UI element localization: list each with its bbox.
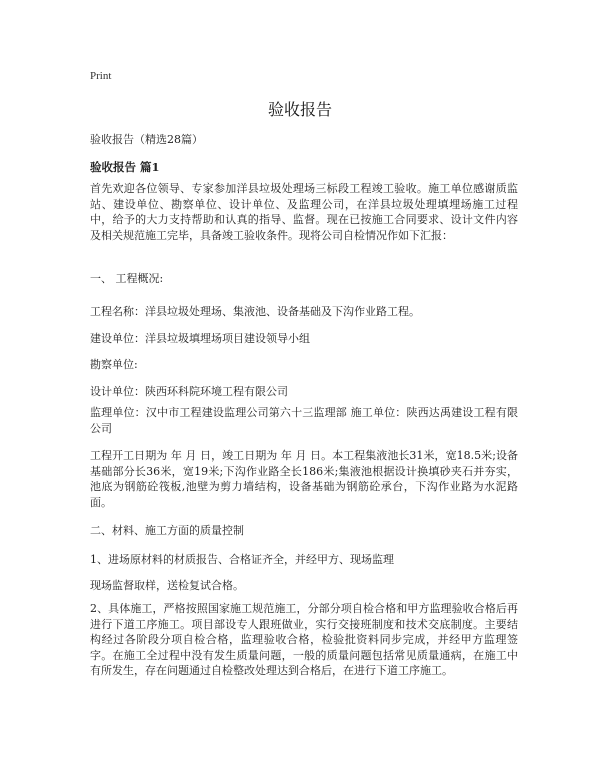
project-name: 工程名称：洋县垃圾处理场、集液池、设备基础及下沟作业路工程。	[90, 305, 420, 318]
item-two-paragraph: 2、具体施工，严格按照国家施工规范施工，分部分项自检合格和甲方监理验收合格后再进行下道工序施工。项目部设专人跟班做业，实行交接班制度和技术交底制度。主要结构经过各阶段分项自检合格，监理验收合格，检验批资料同步完成，并经甲方监理签字。在施工全过程中没有发生质量问题，一般的质量问题包括常见质量通病，在施工中有所发生，存在问题通过自检整改处理达到合格后，在进行下道工序施工。	[90, 602, 518, 677]
heading-project-overview: 一、 工程概况:	[90, 272, 164, 285]
intro-paragraph: 首先欢迎各位领导、专家参加洋县垃圾处理场三标段工程竣工验收。施工单位感谢质监站、建设单位、勘察单位、设计单位、及监理公司，在洋县垃圾处理填埋场施工过程中，给予的大力支持帮助和认真的指导、监督。现在已按施工合同要求、设计文件内容及相关规范施工完毕，具备竣工验收条件。现将公司自检情况作如下汇报：	[90, 182, 518, 242]
item-one: 1、进场原材料的材质报告、合格证齐全，并经甲方、现场监理	[90, 553, 394, 566]
item-one-continued: 现场监督取样，送检复试合格。	[90, 579, 244, 592]
construction-unit: 建设单位：洋县垃圾填埋场项目建设领导小组	[90, 332, 310, 345]
design-unit: 设计单位：陕西环科院环境工程有限公司	[90, 385, 288, 398]
supervision-paragraph: 监理单位：汉中市工程建设监理公司第六十三监理部 施工单位：陕西达禹建设工程有限公司	[90, 406, 518, 435]
survey-unit: 勘察单位:	[90, 358, 138, 371]
print-label: Print	[90, 70, 112, 82]
page-title: 验收报告	[267, 100, 332, 119]
schedule-paragraph: 工程开工日期为 年 月 日，竣工日期为 年 月 日。本工程集液池长31米，宽18.5米;设备基础部分长36米，宽19米;下沟作业路全长186米;集液池根据设计换填砂夹石并夯实，池底为钢筋砼筏板,池壁为剪力墙结构，设备基础为钢筋砼承台，下沟作业路为水泥路面。	[90, 449, 518, 509]
subtitle: 验收报告（精选28篇）	[90, 133, 203, 146]
section-heading: 验收报告 篇1	[90, 160, 160, 174]
heading-quality-control: 二、材料、施工方面的质量控制	[90, 524, 244, 537]
